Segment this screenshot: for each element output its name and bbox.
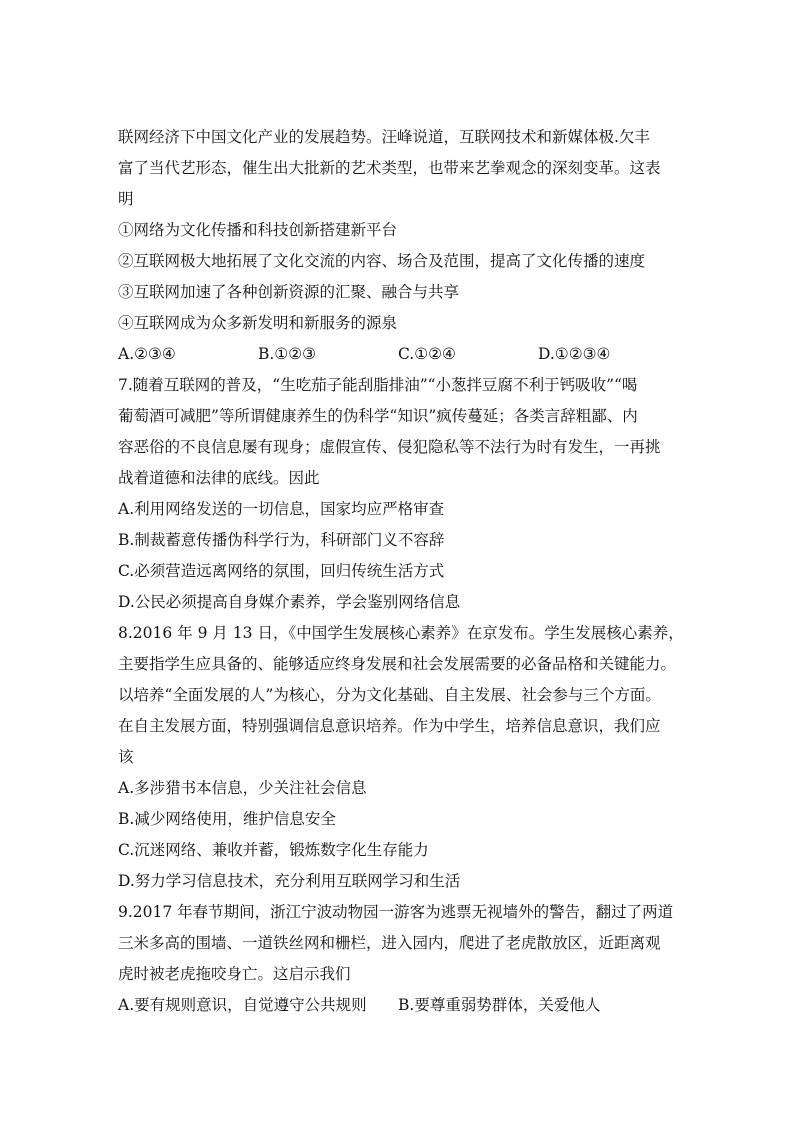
q9-option-a: A.要有规则意识，自觉遵守公共规则 xyxy=(118,996,367,1014)
q6-stem-line: 联网经济下中国文化产业的发展趋势。汪峰说道，互联网技术和新媒体极.欠丰 xyxy=(118,128,650,146)
q7-stem-line: 葡萄酒可减肥”等所谓健康养生的伪科学“知识”疯传蔓延；各类言辞粗鄙、内 xyxy=(118,407,638,425)
q8-option-a: A.多涉猎书本信息，少关注社会信息 xyxy=(118,779,367,797)
q8-option-d: D.努力学习信息技术，充分利用互联网学习和生活 xyxy=(118,872,461,890)
q6-item-2: ②互联网极大地拓展了文化交流的内容、场合及范围，提高了文化传播的速度 xyxy=(118,252,646,270)
q6-option-c: C.①②④ xyxy=(398,345,456,363)
q6-item-1: ①网络为文化传播和科技创新搭建新平台 xyxy=(118,221,398,239)
q7-stem-line: 战着道德和法律的底线。因此 xyxy=(118,469,320,487)
q8-stem-line: 8.2016 年 9 月 13 日，《中国学生发展核心素养》在京发布。学生发展核心素养， xyxy=(118,624,684,642)
q9-stem-line: 三米多高的围墙、一道铁丝网和栅栏，进入园内，爬进了老虎散放区，近距离观 xyxy=(118,934,661,952)
q6-options xyxy=(118,339,678,370)
question-content xyxy=(118,122,684,1021)
q8-stem-line: 该 xyxy=(118,748,134,766)
question-8 xyxy=(118,618,684,897)
q7-option-c: C.必须营造远离网络的氛围，回归传统生活方式 xyxy=(118,562,445,580)
q7-stem-line: 容恶俗的不良信息屡有现身；虚假宣传、侵犯隐私等不法行为时有发生，一再挑 xyxy=(118,438,661,456)
question-6 xyxy=(118,122,678,370)
q9-option-b: B.要尊重弱势群体，关爱他人 xyxy=(398,996,601,1014)
q7-option-b: B.制裁蓄意传播伪科学行为，科研部门义不容辞 xyxy=(118,531,445,549)
question-9 xyxy=(118,897,678,1021)
q6-option-d: D.①②③④ xyxy=(538,345,611,363)
q8-option-c: C.沉迷网络、兼收并蓄，锻炼数字化生存能力 xyxy=(118,841,429,859)
q8-stem-line: 主要指学生应具备的、能够适应终身发展和社会发展需要的必备品格和关键能力。 xyxy=(118,655,677,673)
q7-option-d: D.公民必须提高自身媒介素养，学会鉴别网络信息 xyxy=(118,593,461,611)
q6-option-b: B.①②③ xyxy=(258,345,317,363)
q6-stem-line: 明 xyxy=(118,190,134,208)
q6-stem-line: 富了当代艺形态，催生出大批新的艺术类型，也带来艺拳观念的深刻变革。这表 xyxy=(118,159,661,177)
q7-stem-line: 7.随着互联网的普及，“生吃茄子能刮脂排油”“小葱拌豆腐不利于钙吸收”“喝 xyxy=(118,376,638,394)
q8-stem-line: 在自主发展方面，特别强调信息意识培养。作为中学生，培养信息意识，我们应 xyxy=(118,717,661,735)
question-7 xyxy=(118,370,678,618)
q6-item-3: ③互联网加速了各种创新资源的汇聚、融合与共享 xyxy=(118,283,460,301)
q8-stem-line: 以培养“全面发展的人”为核心，分为文化基础、自主发展、社会参与三个方面。 xyxy=(118,686,661,704)
q8-option-b: B.减少网络使用，维护信息安全 xyxy=(118,810,336,828)
q9-stem-line: 9.2017 年春节期间，浙江宁波动物园一游客为逃票无视墙外的警告，翻过了两道 xyxy=(118,903,674,921)
q7-option-a: A.利用网络发送的一切信息，国家均应严格审查 xyxy=(118,500,445,518)
q6-option-a: A.②③④ xyxy=(118,345,176,363)
q9-stem-line: 虎时被老虎拖咬身亡。这启示我们 xyxy=(118,965,351,983)
q9-options xyxy=(118,990,678,1021)
q6-item-4: ④互联网成为众多新发明和新服务的源泉 xyxy=(118,314,398,332)
